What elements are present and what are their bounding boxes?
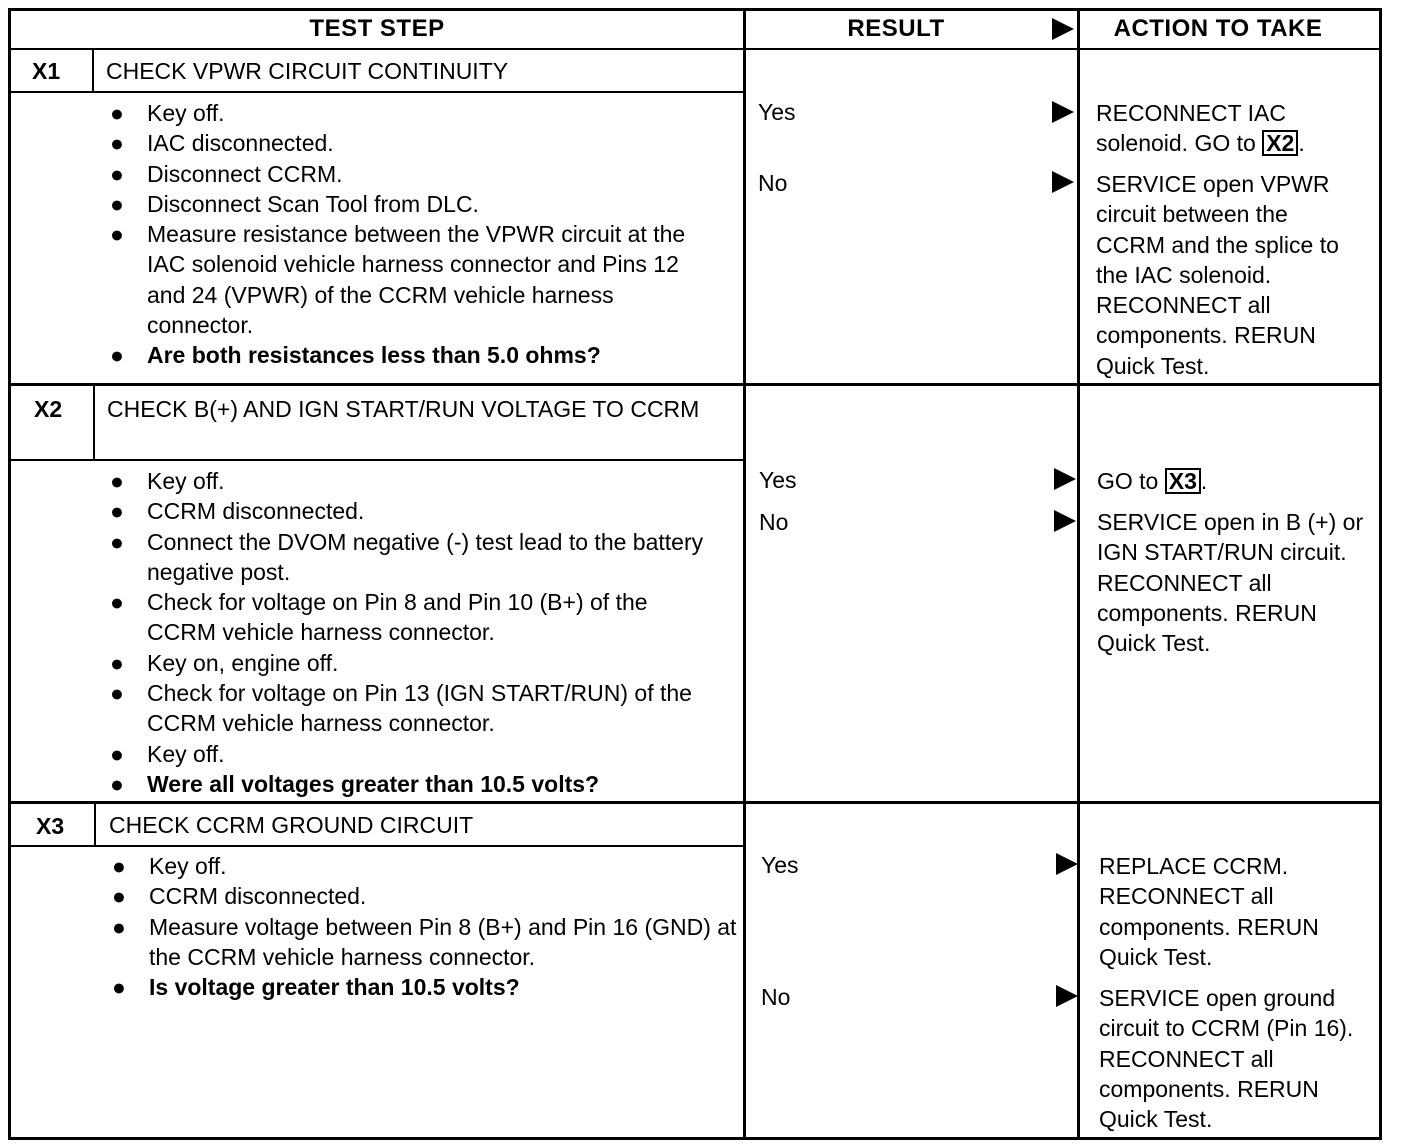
- header-action: ACTION TO TAKE: [1113, 15, 1323, 42]
- x3-no-arrow-icon: [1056, 985, 1078, 1007]
- step-title-x1: CHECK VPWR CIRCUIT CONTINUITY: [106, 58, 509, 84]
- step-id-x2: X2: [34, 396, 63, 422]
- bullet-icon: ●: [110, 221, 124, 248]
- bullet-icon: ●: [112, 974, 126, 1001]
- list-item: ● Key off.: [109, 851, 729, 881]
- column-divider-result: [743, 8, 746, 1140]
- list-item: ● Disconnect CCRM.: [107, 159, 727, 189]
- x2-title-underline: [8, 459, 745, 461]
- list-item: ● Disconnect Scan Tool from DLC.: [107, 189, 727, 219]
- x1-yes-arrow-icon: [1052, 101, 1074, 123]
- bullet-icon: ●: [110, 680, 124, 707]
- bullet-icon: ●: [110, 498, 124, 525]
- x2-result-no: No: [759, 509, 789, 535]
- bullet-icon: ●: [110, 770, 124, 797]
- x3-action-yes: REPLACE CCRM. RECONNECT all components. RERUN Quick Test.: [1099, 853, 1319, 970]
- list-item: ● IAC disconnected.: [107, 128, 727, 158]
- list-item-question: ● Are both resistances less than 5.0 ohms?: [107, 340, 727, 370]
- step-ref-x3[interactable]: X3: [1165, 468, 1201, 494]
- x3-title-underline: [8, 845, 745, 847]
- x1-result-yes: Yes: [758, 99, 796, 125]
- x3-bullets: [109, 851, 737, 1002]
- x2-result-yes: Yes: [759, 467, 797, 493]
- header-test-step: TEST STEP: [309, 15, 445, 42]
- x3-result-yes: Yes: [761, 852, 799, 878]
- table-border-left: [8, 8, 11, 1140]
- list-item-question: ● Were all voltages greater than 10.5 volts?: [107, 769, 727, 799]
- bullet-icon: ●: [112, 853, 126, 879]
- table-border-right: [1379, 8, 1382, 1140]
- list-item: ● Key off.: [107, 98, 727, 128]
- bullet-icon: ●: [110, 100, 124, 126]
- list-item: ● CCRM disconnected.: [109, 881, 729, 911]
- step-separator-1: [8, 383, 1382, 386]
- x1-result-no: No: [758, 170, 788, 196]
- table-border-bottom: [8, 1137, 1382, 1140]
- x3-action-no: SERVICE open ground circuit to CCRM (Pin 16). RECONNECT all components. RERUN Quick Test.: [1099, 985, 1354, 1133]
- step-id-x1: X1: [32, 58, 61, 84]
- bullet-icon: ●: [110, 528, 124, 555]
- x1-action-yes: RECONNECT IAC solenoid. GO to X2 .: [1096, 100, 1305, 157]
- x1-id-divider: [92, 50, 94, 92]
- header-arrow-icon: [1052, 18, 1074, 40]
- bullet-icon: ●: [110, 468, 124, 494]
- list-item: ● Key off.: [107, 466, 727, 496]
- x2-yes-arrow-icon: [1054, 468, 1076, 490]
- x3-id-divider: [94, 804, 96, 846]
- bullet-icon: ●: [112, 883, 126, 910]
- x2-action-no: SERVICE open in B (+) or IGN START/RUN circuit. RECONNECT all components. RERUN Quick Test.: [1097, 509, 1364, 657]
- header-result: RESULT: [847, 15, 945, 42]
- bullet-icon: ●: [110, 190, 124, 217]
- step-title-x3: CHECK CCRM GROUND CIRCUIT: [109, 812, 474, 838]
- list-item: ● Key off.: [107, 739, 727, 769]
- x1-no-arrow-icon: [1052, 171, 1074, 193]
- bullet-icon: ●: [110, 342, 124, 369]
- x2-no-arrow-icon: [1054, 510, 1076, 532]
- x2-bullets: [107, 466, 727, 799]
- step-id-x3: X3: [36, 813, 65, 839]
- list-item: ● Check for voltage on Pin 13 (IGN START/RUN) of the CCRM vehicle harness connector.: [107, 678, 722, 739]
- bullet-icon: ●: [112, 913, 126, 940]
- list-item: ● Connect the DVOM negative (-) test lead to the battery negative post.: [107, 527, 707, 588]
- bullet-icon: ●: [110, 589, 124, 616]
- x1-bullets: [107, 98, 727, 371]
- x3-yes-arrow-icon: [1056, 853, 1078, 875]
- x1-action-no: SERVICE open VPWR circuit between the CCRM and the splice to the IAC solenoid. RECONNECT all components. RERUN Quick Test.: [1096, 171, 1339, 379]
- bullet-icon: ●: [110, 130, 124, 157]
- header-divider: [8, 48, 1382, 50]
- list-item: ● Key on, engine off.: [107, 648, 727, 678]
- step-separator-2: [8, 801, 1382, 804]
- list-item: ● Measure voltage between Pin 8 (B+) and Pin 16 (GND) at the CCRM vehicle harness connector.: [109, 912, 739, 973]
- list-item: ● Check for voltage on Pin 8 and Pin 10 (B+) of the CCRM vehicle harness connector.: [107, 587, 707, 648]
- list-item: ● Measure resistance between the VPWR circuit at the IAC solenoid vehicle harness connector and Pins 12 and 24 (VPWR) of the CCRM vehicle harness connector.: [107, 219, 687, 340]
- x2-id-divider: [93, 386, 95, 460]
- x2-action-yes: GO to X3 .: [1097, 468, 1208, 494]
- list-item-question: ● Is voltage greater than 10.5 volts?: [109, 972, 729, 1002]
- bullet-icon: ●: [110, 160, 124, 187]
- step-title-x2: CHECK B(+) AND IGN START/RUN VOLTAGE TO CCRM: [107, 396, 700, 422]
- list-item: ● CCRM disconnected.: [107, 496, 727, 526]
- column-divider-action: [1077, 8, 1080, 1140]
- x3-result-no: No: [761, 984, 791, 1010]
- bullet-icon: ●: [110, 740, 124, 767]
- bullet-icon: ●: [110, 649, 124, 676]
- step-ref-x2[interactable]: X2: [1262, 130, 1298, 156]
- x1-title-underline: [8, 91, 745, 93]
